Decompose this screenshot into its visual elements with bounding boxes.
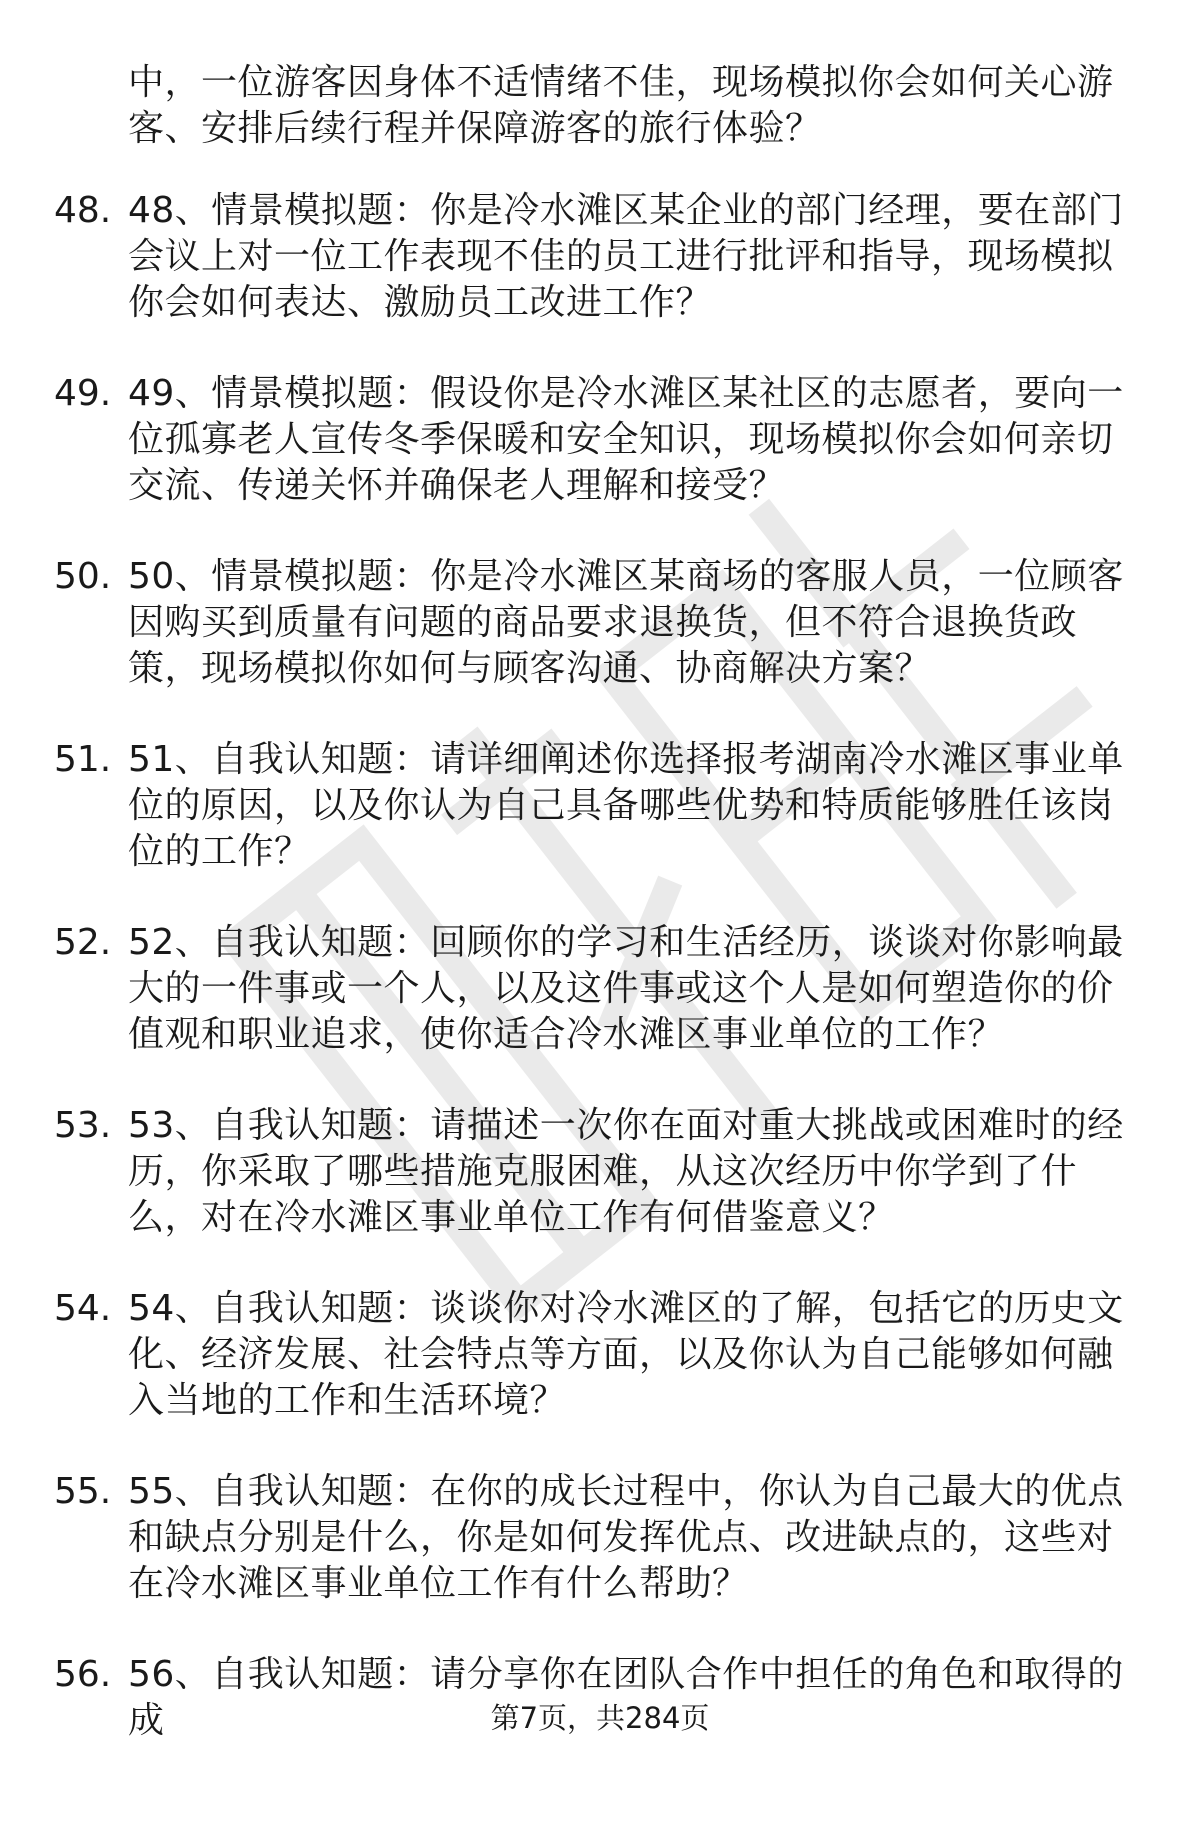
- question-number: 54.: [54, 1288, 112, 1329]
- question-text: 51、自我认知题：请详细阐述你选择报考湖南冷水滩区事业单位的原因，以及你认为自己具备哪些优势和特质能够胜任该岗位的工作？: [128, 739, 1124, 872]
- list-item: [0, 920, 1200, 1103]
- question-number: 53.: [54, 1105, 112, 1146]
- question-number: 56.: [54, 1654, 112, 1695]
- question-number: 48.: [54, 190, 112, 231]
- question-number: 49.: [54, 373, 112, 414]
- list-item: [0, 371, 1200, 554]
- question-text: 55、自我认知题：在你的成长过程中，你认为自己最大的优点和缺点分别是什么，你是如何发挥优点、改进缺点的，这些对在冷水滩区事业单位工作有什么帮助？: [128, 1471, 1124, 1604]
- question-47-continuation: 中，一位游客因身体不适情绪不佳，现场模拟你会如何关心游客、安排后续行程并保障游客的旅行体验？: [128, 62, 1114, 149]
- question-text: 50、情景模拟题：你是冷水滩区某商场的客服人员，一位顾客因购买到质量有问题的商品要求退换货，但不符合退换货政策，现场模拟你如何与顾客沟通、协商解决方案？: [128, 556, 1124, 689]
- page-indicator: 第7页，共284页: [490, 1701, 710, 1735]
- question-text: 53、自我认知题：请描述一次你在面对重大挑战或困难时的经历，你采取了哪些措施克服困难，从这次经历中你学到了什么，对在冷水滩区事业单位工作有何借鉴意义？: [128, 1105, 1124, 1238]
- question-number: 51.: [54, 739, 112, 780]
- question-text: 48、情景模拟题：你是冷水滩区某企业的部门经理，要在部门会议上对一位工作表现不佳的员工进行批评和指导，现场模拟你会如何表达、激励员工改进工作？: [128, 190, 1124, 323]
- list-item: [0, 1103, 1200, 1286]
- question-text: 49、情景模拟题：假设你是冷水滩区某社区的志愿者，要向一位孤寡老人宣传冬季保暖和安全知识，现场模拟你会如何亲切交流、传递关怀并确保老人理解和接受？: [128, 373, 1124, 506]
- list-item: [0, 1469, 1200, 1652]
- question-text: 54、自我认知题：谈谈你对冷水滩区的了解，包括它的历史文化、经济发展、社会特点等方面，以及你认为自己能够如何融入当地的工作和生活环境？: [128, 1288, 1124, 1421]
- list-item: [0, 737, 1200, 920]
- list-item: [0, 1286, 1200, 1469]
- question-number: 55.: [54, 1471, 112, 1512]
- question-text: 52、自我认知题：回顾你的学习和生活经历，谈谈对你影响最大的一件事或一个人，以及这件事或这个人是如何塑造你的价值观和职业追求，使你适合冷水滩区事业单位的工作？: [128, 922, 1124, 1055]
- question-number: 52.: [54, 922, 112, 963]
- question-list: [0, 188, 1200, 1835]
- question-text: 56、自我认知题：请分享你在团队合作中担任的角色和取得的成: [128, 1654, 1124, 1741]
- list-item: [0, 188, 1200, 371]
- list-item: [0, 1652, 1200, 1835]
- question-number: 50.: [54, 556, 112, 597]
- list-item: [0, 554, 1200, 737]
